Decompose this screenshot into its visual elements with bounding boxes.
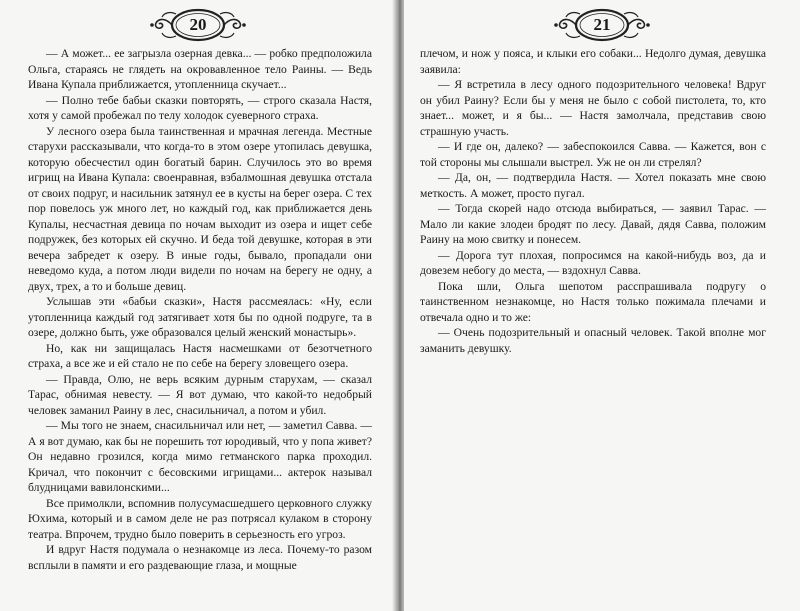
paragraph: — Очень подозрительный и опасный человек. Такой вполне мог заманить девушку.	[420, 326, 766, 355]
paragraph: — Я встретила в лесу одного подозрительного человека! Вдруг он убил Раину? Если бы у меня не было с собой пистолета, то, кто знает... может, и я бы... — Настя замолчала, представив свою страшную участь.	[420, 78, 766, 138]
paragraph: — Тогда скорей надо отсюда выбираться, — заявил Тарас. — Мало ли какие злодеи бродят по лесу. Давай, дядя Савва, положим Раину на мою свитку и понесем.	[420, 202, 766, 246]
page-number-ornament	[550, 6, 654, 44]
page-body-text	[28, 46, 372, 573]
paragraph: — Да, он, — подтвердила Настя. — Хотел показать мне свою меткость. А может, просто пугал.	[420, 171, 766, 200]
left-page	[0, 0, 396, 611]
right-page	[404, 0, 800, 611]
paragraph: — Полно тебе бабьи сказки повторять, — строго сказала Настя, хотя у самой пробежал по телу холодок суеверного страха.	[28, 93, 372, 122]
paragraph: — И где он, далеко? — забеспокоился Савва. — Кажется, вон с той стороны мы слышали выстрел. Уж не он ли стрелял?	[420, 140, 766, 169]
paragraph: Но, как ни защищалась Настя насмешками от безотчетного страха, а все же и ей стало не по себе на берегу зловещего озера.	[28, 341, 372, 370]
paragraph: Услышав эти «бабьи сказки», Настя рассмеялась: «Ну, если утопленница каждый год затягивает хотя бы по одной подруге, та в озере, должно быть, уже образовался целый женский монастырь».	[28, 295, 372, 339]
paragraph: плечом, и нож у пояса, и клыки его собаки... Недолго думая, девушка заявила:	[420, 47, 766, 76]
paragraph: У лесного озера была таинственная и мрачная легенда. Местные старухи рассказывали, что когда-то в этом озере утопилась девушка, которую обесчестил один богатый барин. Случилось это во время игрищ на Ивана Купала: своенравная, взбалмошная девушка отстала от своих подруг, и насильник затянул ее в кусты на берег озера. С тех пор повелось уж много лет, но каждый год, как приближается день Купалы, несчастная девица по ночам выходит из озера и ищет себе подружек, без которых ей скучно. И беда той девушке, которая в эти вечера забредет к озеру. В иные годы, бывало, пропадали они неведомо куда, а потом люди видели по ночам на берегу не одну, а двух, трех, а то и больше девиц.	[28, 124, 372, 293]
paragraph: — А может... ее загрызла озерная девка... — робко предположила Ольга, стараясь не глядеть на окровавленное тело Раины. — Ведь Ивана Купала приближается, утопленница скучает...	[28, 47, 372, 91]
paragraph: — Мы того не знаем, снасильничал или нет, — заметил Савва. — А я вот думаю, как бы не порешить тот юродивый, что у попа живет? Он недавно грозился, когда мимо гетманского парка проходил. Кричал, что покончит с бесовскими игрищами... актерок называл блудницами вавилонскими...	[28, 419, 372, 494]
page-number: 21	[593, 15, 611, 34]
page-body-text	[420, 46, 766, 356]
page-number-ornament	[146, 6, 250, 44]
paragraph: И вдруг Настя подумала о незнакомце из леса. Почему-то разом всплыли в памяти и его раздевающие глаза, и мощные	[28, 543, 372, 572]
paragraph: — Дорога тут плохая, попросимся на какой-нибудь воз, да и довезем небогу до места, — вздохнул Савва.	[420, 248, 766, 277]
paragraph: — Правда, Олю, не верь всяким дурным старухам, — сказал Тарас, обнимая невесту. — Я вот думаю, что какой-то недобрый человек заманил Раину в лес, снасильничал, а потом и убил.	[28, 372, 372, 417]
paragraph: Все примолкли, вспомнив полусумасшедшего церковного служку Юхима, который и в самом деле не раз потрясал кулаком в сторону театра. Впрочем, трудно было поверить в серьезность его угроз.	[28, 496, 372, 541]
page-number: 20	[189, 15, 207, 34]
paragraph: Пока шли, Ольга шепотом расспрашивала подругу о таинственном незнакомце, но Настя только пожимала плечами и отвечала одно и то же:	[420, 279, 766, 324]
